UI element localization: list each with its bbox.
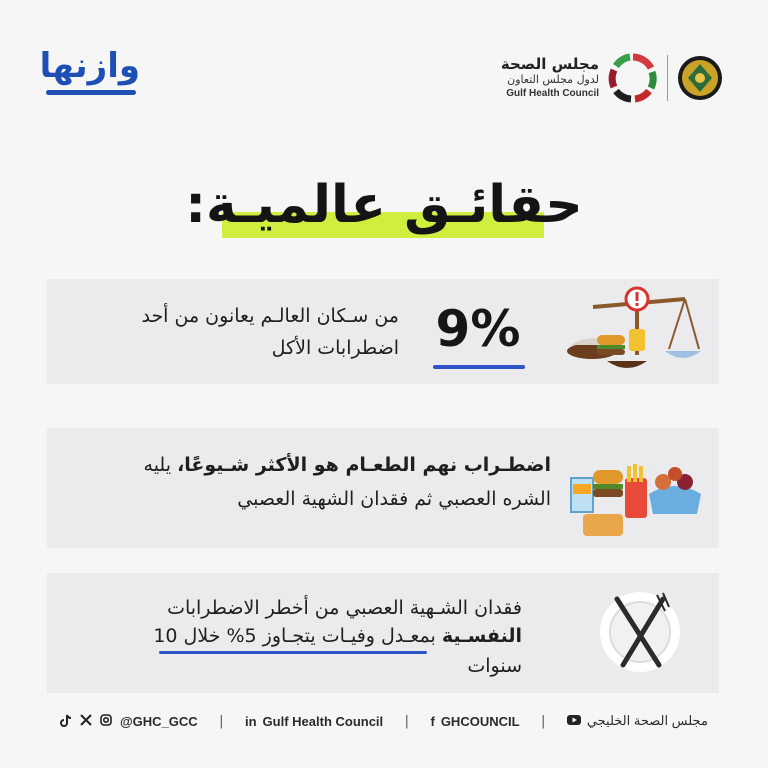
x-icon[interactable] (80, 714, 94, 728)
council-subtitle-ar: لدول مجلس التعاون (507, 73, 599, 86)
council-text (501, 55, 599, 101)
footer-separator: | (219, 713, 224, 729)
footer-social[interactable] (60, 714, 198, 729)
youtube-icon (567, 714, 581, 728)
stat-underline (433, 365, 525, 369)
brand-logo-underline (46, 90, 136, 95)
council-name-ar: مجلس الصحة (500, 55, 599, 73)
flags-ring-icon (607, 52, 659, 104)
instagram-icon[interactable] (100, 714, 114, 728)
fact-1-line-1: من سـكان العالـم يعانون من أحد (141, 305, 399, 327)
council-name-en: Gulf Health Council (506, 88, 599, 99)
fact-3-line-1: فقدان الشـهية العصبي من أخطر الاضطرابات (167, 597, 522, 619)
fact-2-line-1-bold: اضطـراب نهم الطعـام هو الأكثر شـيوعًا، (177, 454, 551, 476)
facebook-icon: f (430, 713, 435, 729)
footer-facebook[interactable] (430, 714, 519, 729)
fork-knife-plate-icon (595, 587, 685, 677)
footer-youtube[interactable] (567, 713, 708, 729)
fact-3-line-2-rest: بمعـدل وفيـات يتجـاوز 5% خلال 10 (153, 625, 442, 647)
fact-1-line-2: اضطرابات الأكل (271, 337, 399, 359)
scale-food-icon (567, 285, 707, 377)
fact-2-line-1-rest: يليه (143, 454, 178, 476)
footer-separator: | (404, 713, 410, 729)
tiktok-icon[interactable] (60, 714, 74, 728)
fact-card-3 (47, 573, 719, 693)
fact-2-line-2: الشره العصبي ثم فقدان الشهية العصبي (237, 488, 551, 510)
page-title: حقائـق عالميـة: (185, 175, 583, 235)
fact-3-line-3: سنوات (467, 655, 522, 677)
social-handle: @GHC_GCC (120, 713, 198, 729)
council-separator (667, 55, 668, 101)
youtube-name: مجلس الصحة الخليجي (586, 713, 708, 728)
council-logo (501, 48, 724, 108)
brand-logo (39, 46, 140, 98)
linkedin-icon: in (244, 713, 257, 729)
fact-card-1 (47, 279, 719, 384)
brand-logo-text: وازنها (39, 46, 140, 86)
fact-card-2 (47, 428, 719, 548)
title-block (0, 170, 768, 250)
gcc-emblem-icon (676, 54, 724, 102)
facebook-name: GHCOUNCIL (440, 713, 520, 729)
junk-food-icon (567, 438, 707, 538)
linkedin-name: Gulf Health Council (262, 713, 384, 729)
fact-3-line-2-bold: النفسـية (441, 625, 522, 647)
footer-separator: | (540, 713, 546, 729)
stat-percentage: 9% (435, 300, 521, 358)
footer-linkedin[interactable] (245, 714, 383, 729)
footer (60, 707, 708, 735)
